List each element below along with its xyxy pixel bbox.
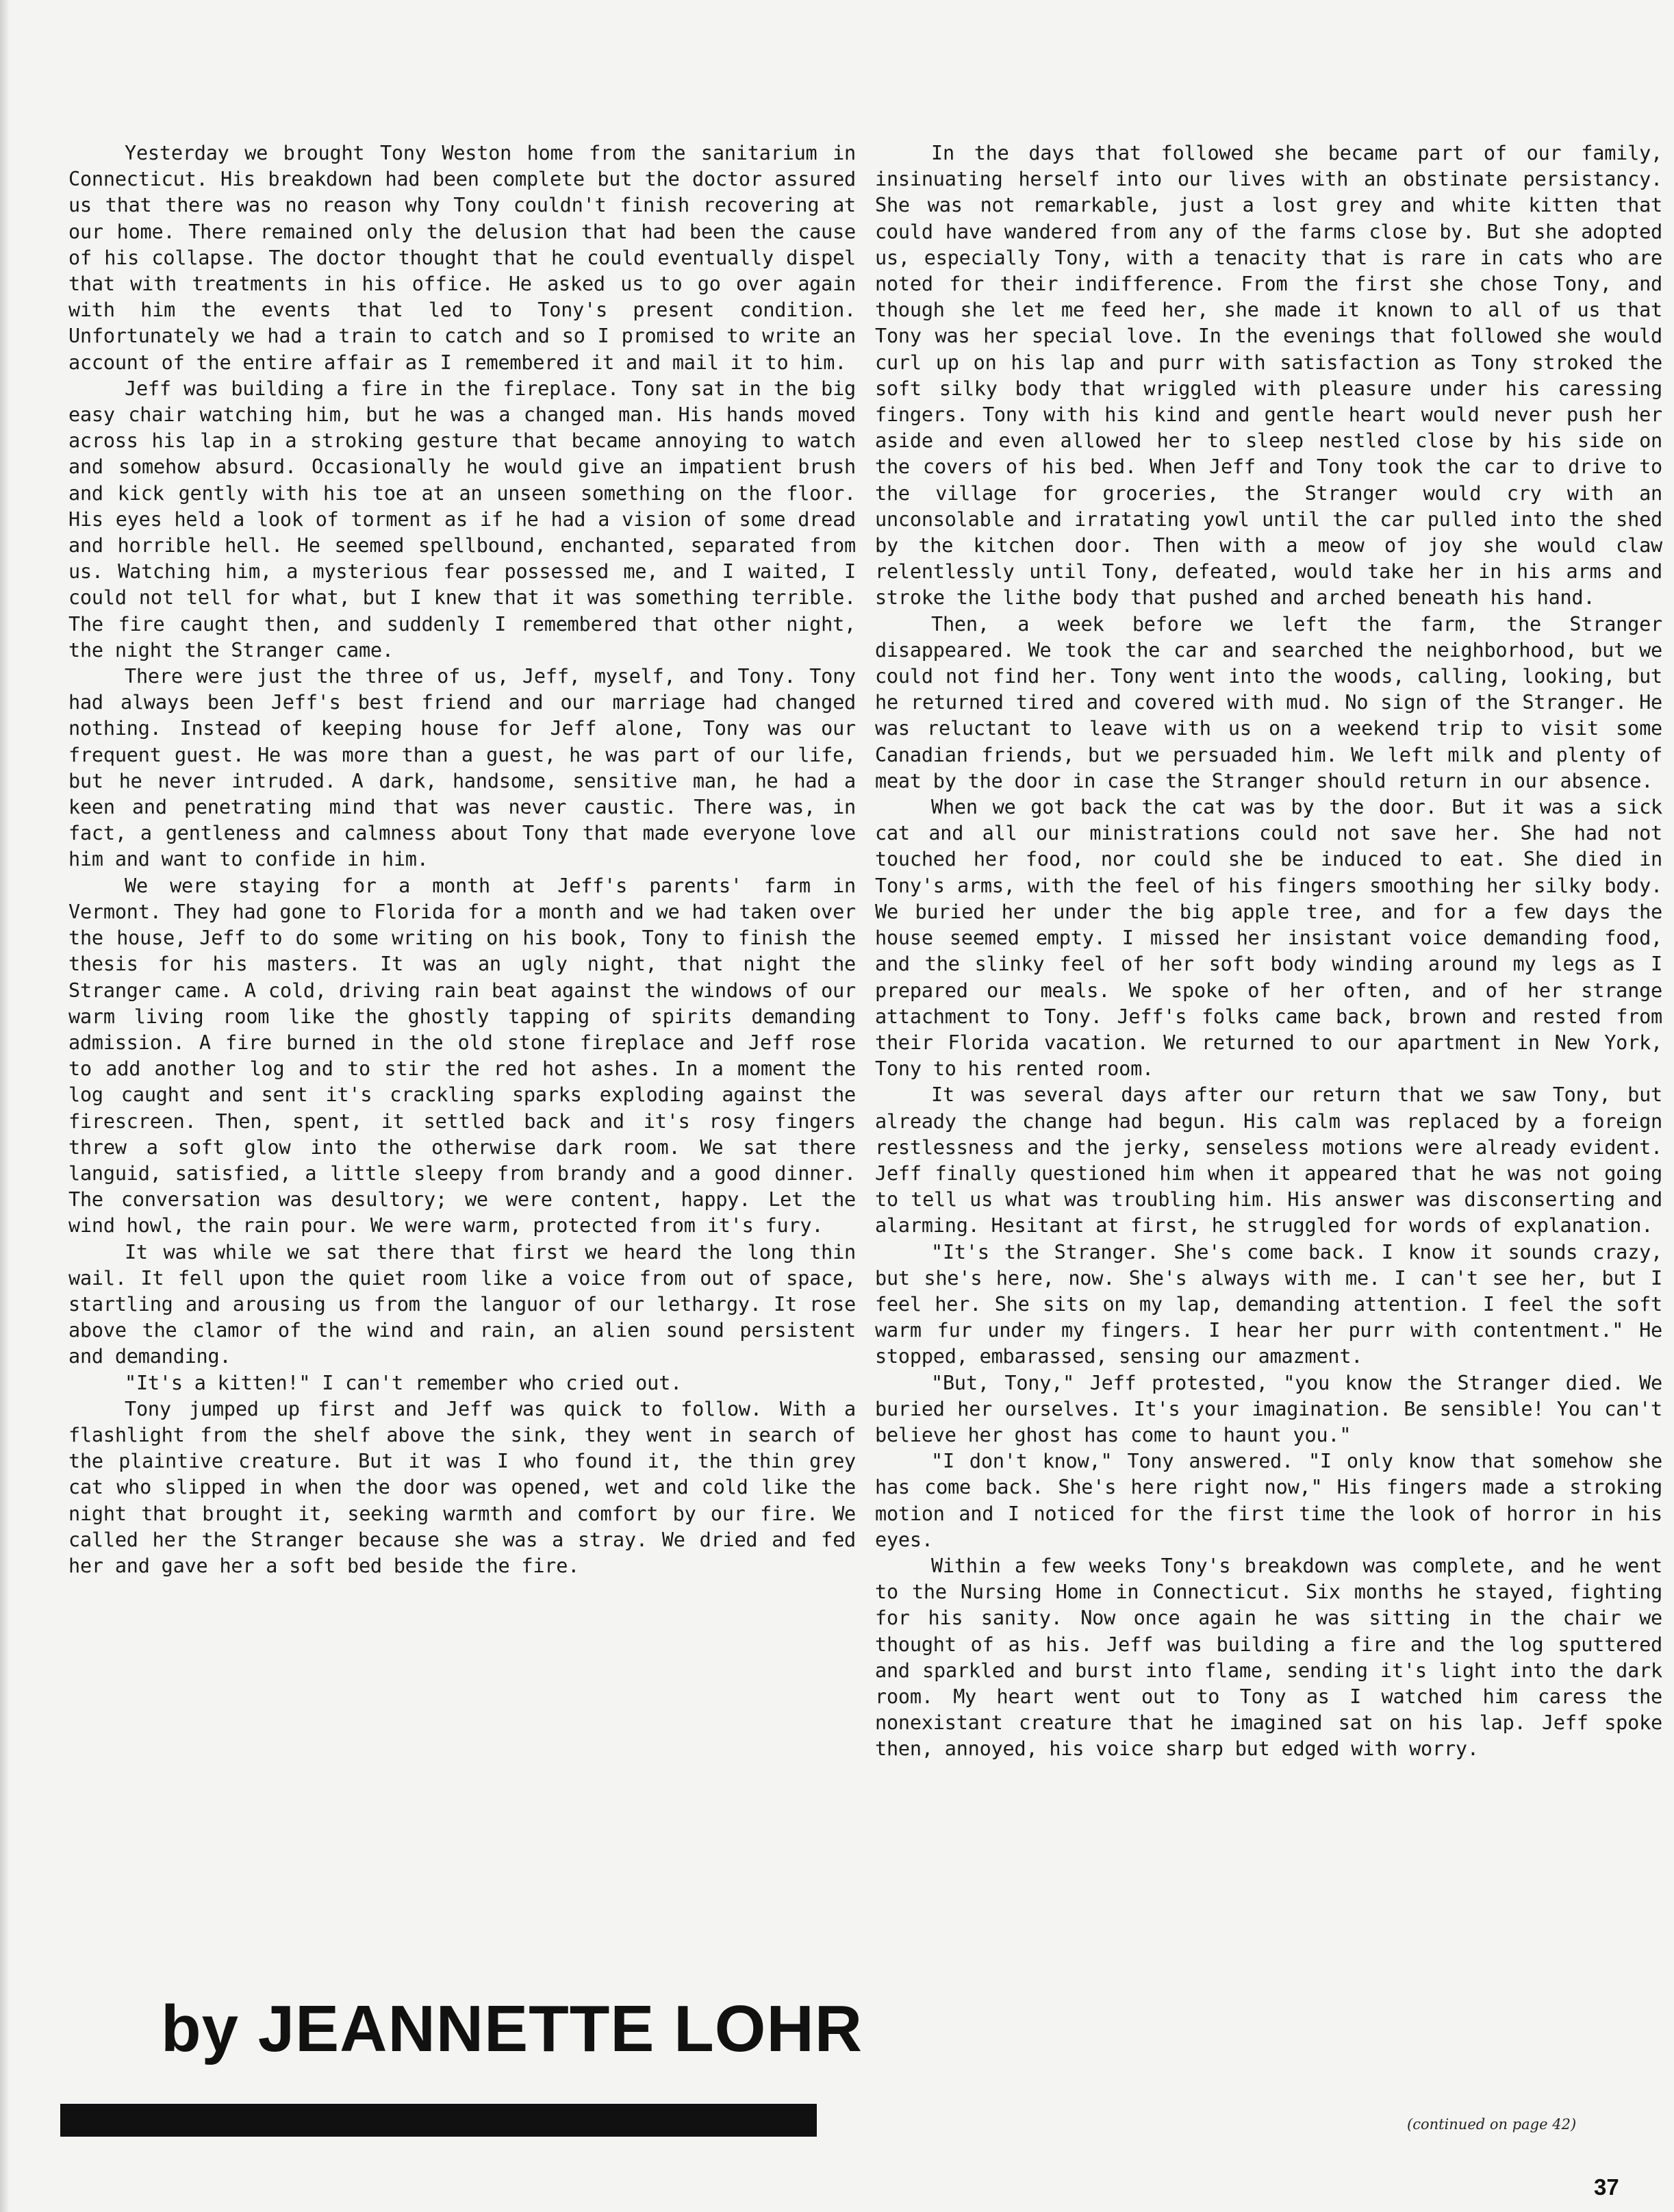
article-left-column — [68, 140, 856, 1579]
paragraph: It was while we sat there that first we heard the long thin wail. It fell upon the quiet room like a voice from out of space, startling and arousing us from the languor of our lethargy. It rose above the clamor of the wind and rain, an alien sound persistent and demanding. — [68, 1240, 856, 1368]
author-byline: by JEANNETTE LOHR — [161, 1992, 863, 2065]
paragraph: Tony jumped up first and Jeff was quick to follow. With a flashlight from the shelf above the sink, they went in search of the plaintive creature. But it was I who found it, the thin grey cat who slipped in when the door was opened, wet and cold like the night that brought it, seeking warmth and comfort by our fire. We called her the Stranger because she was a stray. We dried and fed her and gave her a soft bed beside the fire. — [68, 1397, 856, 1577]
paragraph: There were just the three of us, Jeff, myself, and Tony. Tony had always been Jeff's best friend and our marriage had changed nothing. Instead of keeping house for Jeff alone, Tony was our frequent guest. He was more than a guest, he was part of our life, but he never intruded. A dark, handsome, sensitive man, he had a keen and penetrating mind that was never caustic. There was, in fact, a gentleness and calmness about Tony that made everyone love him and want to confide in him. — [68, 665, 856, 871]
paragraph: We were staying for a month at Jeff's parents' farm in Vermont. They had gone to Florida for a month and we had taken over the house, Jeff to do some writing on his book, Tony to finish the thesis for his masters. It was an ugly night, that night the Stranger came. A cold, driving rain beat against the windows of our warm living room like the ghostly tapping of spirits demanding admission. A fire burned in the old stone fireplace and Jeff rose to add another log and to stir the red hot ashes. In a moment the log caught and sent it's crackling sparks exploding against the firescreen. Then, spent, it settled back and it's rosy fingers threw a soft glow into the otherwise dark room. We sat there languid, satisfied, a little sleepy from brandy and a good dinner. The conversation was desultory; we were content, happy. Let the wind howl, the rain pour. We were warm, protected from it's fury. — [68, 874, 856, 1237]
paragraph: Within a few weeks Tony's breakdown was complete, and he went to the Nursing Home in Connecticut. Six months he stayed, fighting for his sanity. Now once again he was sitting in the chair we thought of as his. Jeff was building a fire and the log sputtered and sparkled and burst into flame, sending it's light into the dark room. My heart went out to Tony as I watched him caress the nonexistant creature that he imagined sat on his lap. Jeff spoke then, annoyed, his voice sharp but edged with worry. — [875, 1554, 1662, 1761]
page-number: 37 — [1594, 2174, 1619, 2200]
byline-rule-bar — [60, 2104, 817, 2137]
paragraph: It was several days after our return that we saw Tony, but already the change had begun. His calm was replaced by a foreign restlessness and the jerky, senseless motions were already evident. Jeff finally questioned him when it appeared that he was not going to tell us what was troubling him. His answer was disconserting and alarming. Hesitant at first, he struggled for words of explanation. — [875, 1083, 1662, 1237]
paragraph: "It's a kitten!" I can't remember who cried out. — [125, 1371, 683, 1394]
continued-note: (continued on page 42) — [1407, 2116, 1577, 2133]
article-right-column — [875, 140, 1662, 1763]
paragraph: "I don't know," Tony answered. "I only know that somehow she has come back. She's here right now," His fingers made a stroking motion and I noticed for the first time the look of horror in his eyes. — [875, 1450, 1662, 1551]
paragraph: In the days that followed she became part of our family, insinuating herself into our lives with an obstinate persistancy. She was not remarkable, just a lost grey and white kitten that could have wandered from any of the farms close by. But she adopted us, especially Tony, with a tenacity that is rare in cats who are noted for their indifference. From the first she chose Tony, and though she let me feed her, she made it known to all of us that Tony was her special love. In the evenings that followed she would curl up on his lap and purr with satisfaction as Tony stroked the soft silky body that wriggled with pleasure under his caressing fingers. Tony with his kind and gentle heart would never push her aside and even allowed her to sleep nestled close by his side on the covers of his bed. When Jeff and Tony took the car to drive to the village for groceries, the Stranger would cry with an unconsolable and irratating yowl until the car pulled into the shed by the kitchen door. Then with a meow of joy she would claw relentlessly until Tony, defeated, would take her in his arms and stroke the lithe body that pushed and arched beneath his hand. — [875, 142, 1662, 609]
paragraph: "But, Tony," Jeff protested, "you know the Stranger died. We buried her ourselves. It's your imagination. Be sensible! You can't believe her ghost has come to haunt you." — [875, 1371, 1662, 1446]
paragraph: "It's the Stranger. She's come back. I know it sounds crazy, but she's here, now. She's always with me. I can't see her, but I feel her. She sits on my lap, demanding attention. I feel the soft warm fur under my fingers. I hear her purr with contentment." He stopped, embarassed, sensing our amazment. — [875, 1240, 1662, 1368]
paragraph: Jeff was building a fire in the fireplace. Tony sat in the big easy chair watching him, but he was a changed man. His hands moved across his lap in a stroking gesture that became annoying to watch and somehow absurd. Occasionally he would give an impatient brush and kick gently with his toe at an unseen something on the floor. His eyes held a look of torment as if he had a vision of some dread and horrible hell. He seemed spellbound, enchanted, separated from us. Watching him, a mysterious fear possessed me, and I waited, I could not tell for what, but I knew that it was something terrible. The fire caught then, and suddenly I remembered that other night, the night the Stranger came. — [68, 377, 856, 662]
paragraph: Then, a week before we left the farm, the Stranger disappeared. We took the car and searched the neighborhood, but we could not find her. Tony went into the woods, calling, looking, but he returned tired and covered with mud. No sign of the Stranger. He was reluctant to leave with us on a weekend trip to visit some Canadian friends, but we persuaded him. We left milk and plenty of meat by the door in case the Stranger should return in our absence. — [875, 612, 1662, 792]
paragraph: When we got back the cat was by the door. But it was a sick cat and all our ministrations could not save her. She had not touched her food, nor could she be induced to eat. She died in Tony's arms, with the feel of his fingers smoothing her silky body. We buried her under the big apple tree, and for a few days the house seemed empty. I missed her insistant voice demanding food, and the slinky feel of her soft body winding around my legs as I prepared our meals. We spoke of her often, and of her strange attachment to Tony. Jeff's folks came back, brown and rested from their Florida vacation. We returned to our apartment in New York, Tony to his rented room. — [875, 796, 1662, 1081]
scan-edge-shadow — [0, 0, 10, 2212]
paragraph: Yesterday we brought Tony Weston home from the sanitarium in Connecticut. His breakdown had been complete but the doctor assured us that there was no reason why Tony couldn't finish recovering at our home. There remained only the delusion that had been the cause of his collapse. The doctor thought that he could eventually dispel that with treatments in his office. He asked us to go over again with him the events that led to Tony's present condition. Unfortunately we had a train to catch and so I promised to write an account of the entire affair as I remembered it and mail it to him. — [68, 142, 856, 374]
